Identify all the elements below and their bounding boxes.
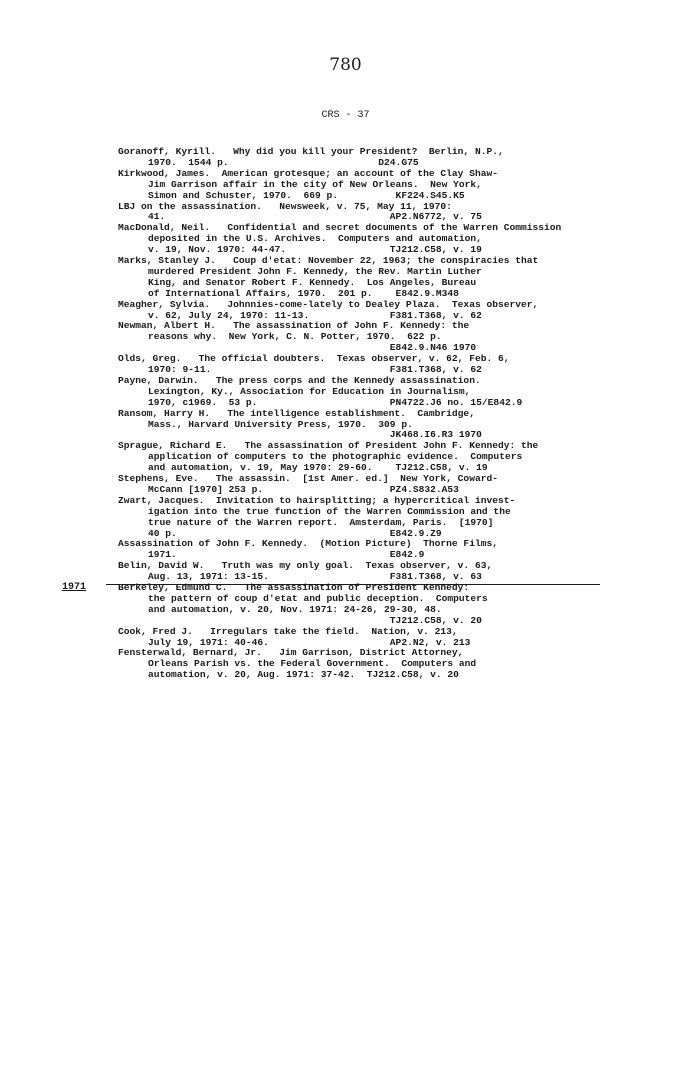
entry-continuation-line: reasons why. New York, C. N. Potter, 1970. 622 p.: [148, 331, 442, 343]
entry-first-line: Goranoff, Kyrill. Why did you kill your President? Berlin, N.P.,: [118, 146, 504, 157]
entry-first-line: Belin, David W. Truth was my only goal. Texas observer, v. 63,: [118, 560, 493, 572]
entry-continuation-line: true nature of the Warren report. Amsterdam, Paris. [1970]: [148, 516, 494, 528]
entry-continuation-line: application of computers to the photographic evidence. Computers: [148, 451, 523, 463]
entry-continuation-line: 1970. 1544 p. D24.G75: [148, 156, 419, 168]
entry-continuation-line: McCann [1970] 253 p. PZ4.S832.A53: [148, 483, 459, 495]
entry-continuation-line: igation into the true function of the Warren Commission and the: [148, 505, 511, 517]
entry-continuation-line: v. 62, July 24, 1970: 11-13. F381.T368, v. 62: [148, 309, 482, 321]
entry-continuation-line: the pattern of coup d'etat and public deception. Computers: [148, 592, 488, 604]
entry-continuation-line: Aug. 13, 1971: 13-15. F381.T368, v. 63: [148, 571, 482, 583]
entry-first-line: MacDonald, Neil. Confidential and secret documents of the Warren Commission: [118, 222, 562, 234]
entry-first-line: Marks, Stanley J. Coup d'etat: November 22, 1963; the conspiracies that: [118, 255, 539, 266]
entry-continuation-line: Lexington, Ky., Association for Education in Journalism,: [148, 385, 471, 397]
entry-first-line: Fensterwald, Bernard, Jr. Jim Garrison, District Attorney,: [118, 647, 464, 659]
entry-continuation-line: deposited in the U.S. Archives. Computers and automation,: [148, 233, 482, 245]
entry-continuation-line: 40 p. E842.9.Z9: [148, 527, 442, 539]
entry-first-line: Newman, Albert H. The assassination of John F. Kennedy: the: [118, 320, 470, 332]
entry-continuation-line: King, and Senator Robert F. Kennedy. Los Angeles, Bureau: [148, 276, 477, 288]
entry-continuation-line: JK468.I6.R3 1970: [148, 429, 482, 441]
entry-continuation-line: v. 19, Nov. 1970: 44-47. TJ212.C58, v. 19: [148, 244, 482, 256]
entry-continuation-line: Mass., Harvard University Press, 1970. 309 p.: [148, 418, 413, 430]
entry-first-line: Sprague, Richard E. The assassination of President John F. Kennedy: the: [118, 440, 539, 452]
entry-continuation-line: 41. AP2.N6772, v. 75: [148, 211, 482, 223]
entry-continuation-line: and automation, v. 20, Nov. 1971: 24-26, 29-30, 48.: [148, 603, 442, 615]
entry-continuation-line: Jim Garrison affair in the city of New Orleans. New York,: [148, 178, 482, 190]
entry-continuation-line: and automation, v. 19, May 1970: 29-60. TJ212.C58, v. 19: [148, 462, 488, 474]
page-header-code: CRS - 37: [321, 110, 370, 121]
entry-first-line: Assassination of John F. Kennedy. (Motion Picture) Thorne Films,: [118, 538, 498, 550]
entry-continuation-line: of International Affairs, 1970. 201 p. E842.9.M348: [148, 287, 459, 299]
entry-continuation-line: 1970: 9-11. F381.T368, v. 62: [148, 364, 482, 375]
entry-first-line: LBJ on the assassination. Newsweek, v. 75, May 11, 1970:: [118, 200, 452, 212]
entry-first-line: Payne, Darwin. The press corps and the Kennedy assassination.: [118, 374, 481, 386]
entry-first-line: Stephens, Eve. The assassin. [1st Amer. ed.] New York, Coward-: [118, 473, 498, 484]
entry-continuation-line: July 19, 1971: 40-46. AP2.N2, v. 213: [148, 636, 471, 648]
entry-continuation-line: E842.9.N46 1970: [148, 342, 477, 354]
year-marker: 1971: [62, 582, 87, 593]
entry-first-line: Berkeley, Edmund C. The assassination of President Kennedy:: [118, 582, 470, 593]
entry-continuation-line: 1971. E842.9: [148, 549, 425, 561]
entry-first-line: Cook, Fred J. Irregulars take the field. Nation, v. 213,: [118, 625, 458, 637]
entry-continuation-line: Orleans Parish vs. the Federal Government. Computers and: [148, 658, 477, 670]
entry-continuation-line: automation, v. 20, Aug. 1971: 37-42. TJ212.C58, v. 20: [148, 669, 459, 681]
page-number: 780: [329, 55, 362, 75]
entry-first-line: Zwart, Jacques. Invitation to hairsplitting; a hypercritical invest-: [118, 494, 516, 506]
entry-first-line: Olds, Greg. The official doubters. Texas observer, v. 62, Feb. 6,: [118, 353, 510, 365]
entry-continuation-line: TJ212.C58, v. 20: [148, 614, 482, 626]
entry-first-line: Kirkwood, James. American grotesque; an account of the Clay Shaw-: [118, 167, 498, 179]
entry-continuation-line: Simon and Schuster, 1970. 669 p. KF224.S45.K5: [148, 189, 465, 201]
entry-first-line: Meagher, Sylvia. Johnnies-come-lately to Dealey Plaza. Texas observer,: [118, 298, 539, 310]
entry-first-line: Ransom, Harry H. The intelligence establishment. Cambridge,: [118, 407, 475, 419]
entry-continuation-line: 1970, c1969. 53 p. PN4722.J6 no. 15/E842.9: [148, 396, 523, 408]
entry-continuation-line: murdered President John F. Kennedy, the Rev. Martin Luther: [148, 265, 482, 277]
